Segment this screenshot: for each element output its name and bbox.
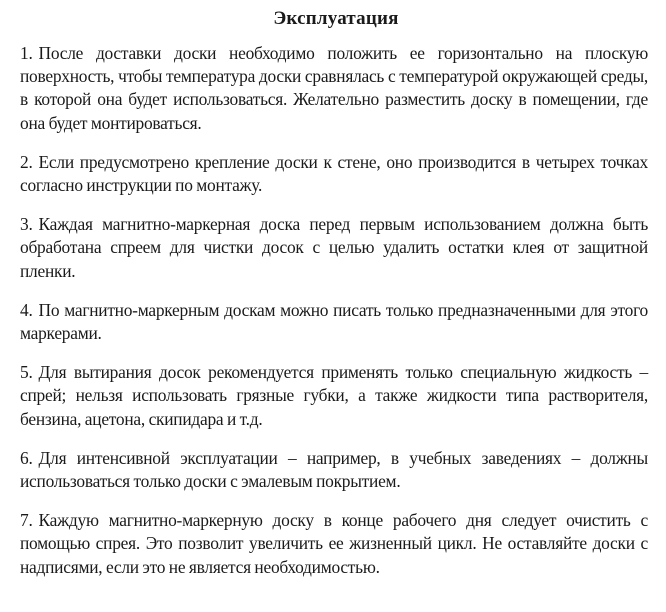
paragraph-number: 7. [20, 510, 33, 531]
paragraph-number: 1. [20, 43, 33, 63]
paragraph-text: По магнитно-маркерным доскам можно писать только предназначенными для этого маркерами. [20, 299, 648, 344]
paragraph-text: Для вытирания досок рекомендуется применять только специальную жидкость – спрей; нельзя использовать грязные губки, а также жидкости типа растворителя, бензина, ацетона, скипидара и т.д. [20, 362, 648, 429]
paragraph-4 [20, 299, 648, 345]
paragraph-number: 5. [20, 362, 33, 383]
paragraph-6 [20, 447, 648, 493]
document-title: Эксплуатация [273, 8, 399, 29]
paragraph-2 [20, 151, 648, 197]
paragraph-1 [20, 42, 648, 135]
paragraph-text: Каждая магнитно-маркерная доска перед первым использованием должна быть обработана спреем для чистки досок с целью удалить остатки клея от защитной пленки. [20, 214, 648, 281]
paragraph-number: 3. [20, 214, 33, 235]
paragraph-3 [20, 213, 648, 283]
paragraph-number: 2. [20, 151, 33, 172]
document-page [20, 8, 648, 595]
paragraph-text: Если предусмотрено крепление доски к стене, оно производится в четырех точках согласно инструкции по монтажу. [20, 151, 648, 196]
paragraph-7 [20, 509, 648, 579]
paragraph-number: 6. [20, 447, 33, 468]
paragraph-text: Для интенсивной эксплуатации – например, в учебных заведениях – должны использоваться только доски с эмалевым покрытием. [20, 447, 648, 492]
paragraph-text: Каждую магнитно-маркерную доску в конце рабочего дня следует очистить с помощью спрея. Это позволит увеличить ее жизненный цикл. Не оставляйте доски с надписями, если это не является необходимостью. [20, 510, 648, 577]
paragraph-5 [20, 361, 648, 431]
paragraph-number: 4. [20, 299, 33, 320]
paragraph-text: После доставки доски необходимо положить ее горизонтально на плоскую поверхность, чтобы температура доски сравнялась с температурой окружающей среды, в которой она будет использоваться. Желательно разместить доску в помещении, где она будет монтироваться. [20, 43, 648, 133]
